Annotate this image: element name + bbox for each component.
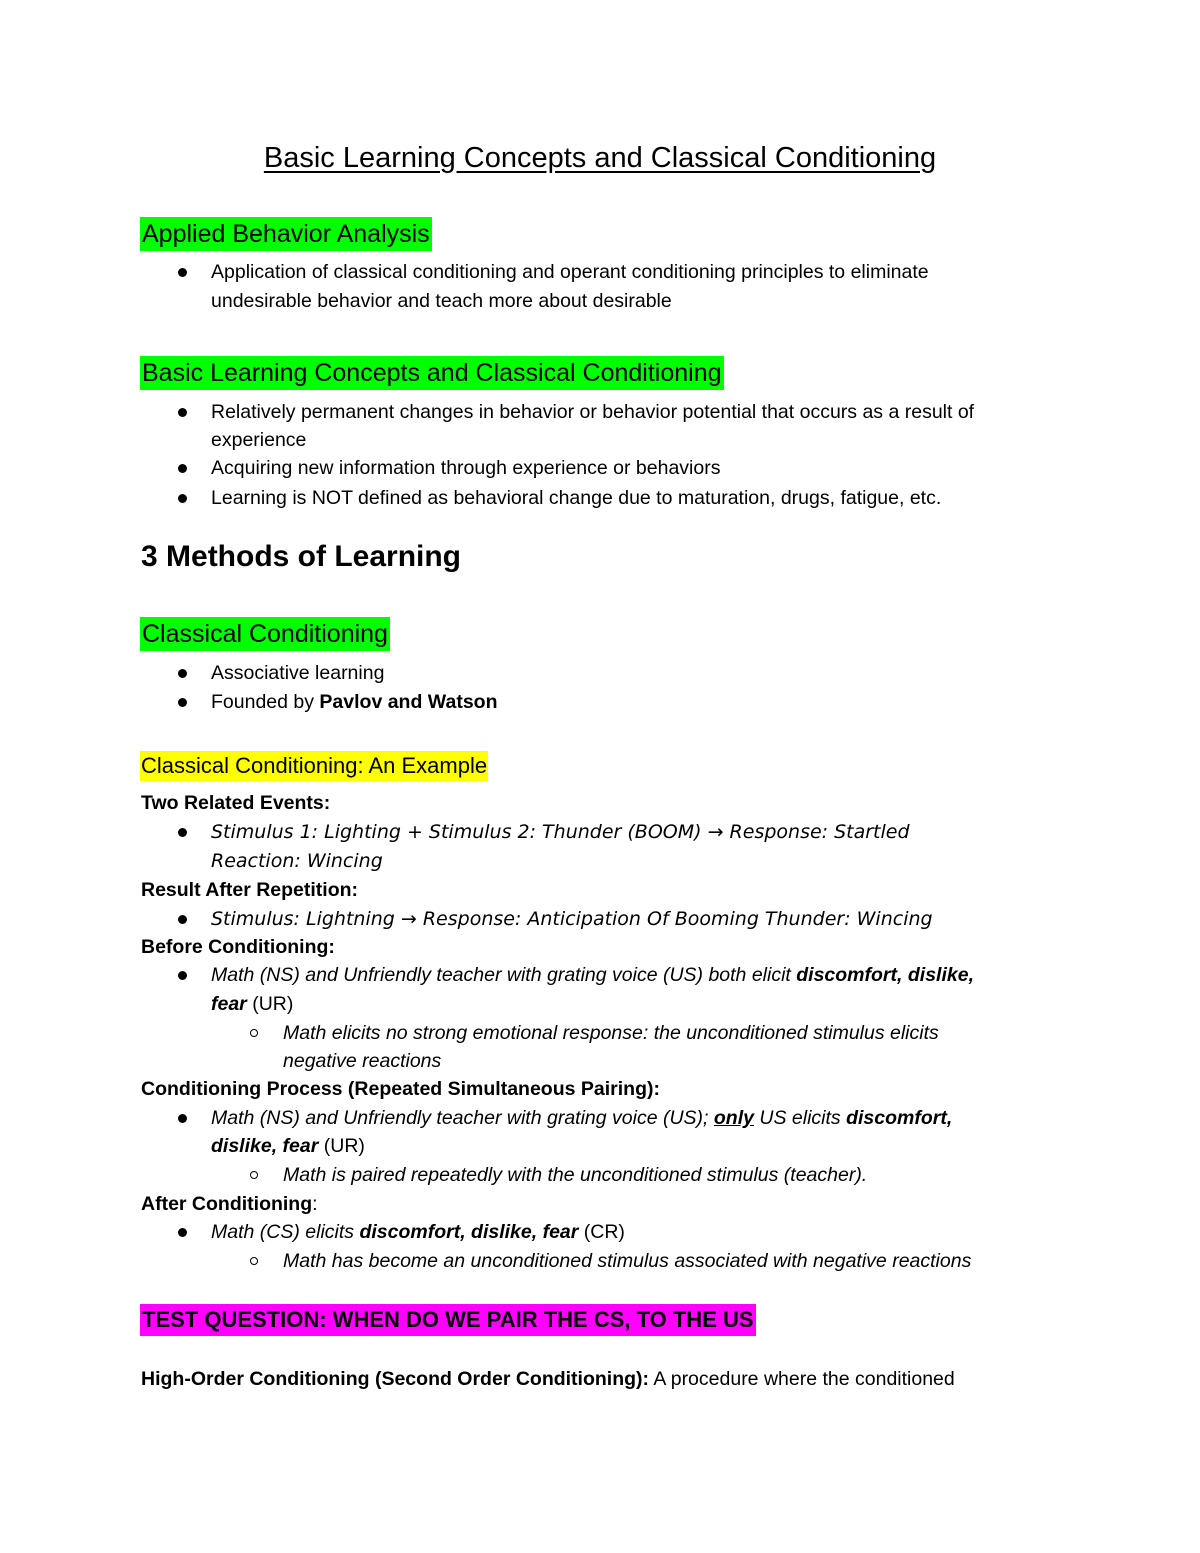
process-bullet-line-2: [211, 1132, 365, 1160]
label-two-related-events: Two Related Events:: [141, 792, 331, 814]
label-result-after-repetition: Result After Repetition:: [141, 879, 359, 901]
bullet-icon: [178, 915, 187, 924]
page-title: Basic Learning Concepts and Classical Conditioning: [263, 142, 937, 174]
process-sub: Math is paired repeatedly with the unconditioned stimulus (teacher).: [283, 1164, 868, 1186]
test-question-heading: TEST QUESTION: WHEN DO WE PAIR THE CS, TO THE US: [140, 1304, 756, 1336]
after-text: Math (CS) elicits: [211, 1221, 360, 1243]
high-order-conditioning-line: [141, 1365, 955, 1393]
process-us-elicits: US elicits: [753, 1107, 847, 1129]
process-only: only: [713, 1107, 754, 1129]
aba-bullet-line-1: Application of classical conditioning and operant conditioning principles to eliminate: [211, 261, 929, 283]
hoc-text: A procedure where the conditioned: [649, 1368, 955, 1390]
before-bullet-line-1: [211, 961, 974, 989]
stimulus-2: Stimulus: Lightning → Response: Anticipation Of Booming Thunder: Wincing: [211, 908, 933, 930]
before-discomfort: discomfort: [796, 964, 898, 986]
label-conditioning-process: Conditioning Process (Repeated Simultaneous Pairing):: [141, 1078, 660, 1100]
heading-basic-learning-concepts: Basic Learning Concepts and Classical Conditioning: [140, 356, 724, 390]
blc-bullet-1-line-1: Relatively permanent changes in behavior or behavior potential that occurs as a result of: [211, 401, 975, 423]
sub-bullet-icon: [250, 1029, 258, 1037]
blc-bullet-1-line-2: experience: [211, 429, 307, 451]
before-comma: ,: [897, 964, 908, 986]
process-fear: fear: [282, 1135, 319, 1157]
bullet-icon: [178, 268, 187, 277]
sub-bullet-icon: [250, 1171, 258, 1179]
heading-classical-conditioning: Classical Conditioning: [140, 617, 390, 651]
bullet-icon: [178, 408, 187, 417]
before-bullet-line-2: [211, 990, 293, 1018]
before-sub-line-1: Math elicits no strong emotional response: the unconditioned stimulus elicits: [283, 1022, 939, 1044]
label-before-conditioning: Before Conditioning:: [141, 936, 335, 958]
before-text: Math (NS) and Unfriendly teacher with grating voice (US) both elicit: [211, 964, 797, 986]
process-ur: (UR): [318, 1135, 365, 1157]
heading-classical-conditioning-example: Classical Conditioning: An Example: [140, 751, 488, 781]
process-discomfort: discomfort: [846, 1107, 947, 1129]
aba-bullet-line-2: undesirable behavior and teach more about desirable: [211, 290, 672, 312]
before-ur: (UR): [246, 993, 294, 1015]
blc-bullet-3: Learning is NOT defined as behavioral change due to maturation, drugs, fatigue, etc.: [211, 487, 942, 509]
before-comma-2: ,: [968, 964, 974, 986]
after-sub: Math has become an unconditioned stimulus associated with negative reactions: [283, 1250, 972, 1272]
stimulus-1-line-2: Reaction: Wincing: [211, 850, 383, 872]
bullet-icon: [178, 971, 187, 980]
after-label: After Conditioning: [141, 1193, 313, 1215]
process-bullet-line-1: [211, 1104, 952, 1132]
hoc-label: High-Order Conditioning (Second Order Conditioning):: [141, 1368, 650, 1390]
process-dislike: dislike: [211, 1135, 272, 1157]
before-sub-line-2: negative reactions: [283, 1050, 442, 1072]
bullet-icon: [178, 464, 187, 473]
bullet-icon: [178, 1228, 187, 1237]
bullet-icon: [178, 494, 187, 503]
cc-bullet-2: [211, 688, 497, 716]
after-emotions: discomfort, dislike, fear: [359, 1221, 579, 1243]
heading-3-methods-of-learning: 3 Methods of Learning: [141, 540, 462, 573]
process-comma: ,: [946, 1107, 953, 1129]
blc-bullet-2: Acquiring new information through experience or behaviors: [211, 457, 721, 479]
process-comma-2: ,: [271, 1135, 283, 1157]
cc-bullet-1: Associative learning: [211, 662, 385, 684]
cc-bullet-2-founders: Pavlov and Watson: [319, 691, 498, 713]
bullet-icon: [178, 828, 187, 837]
process-text: Math (NS) and Unfriendly teacher with grating voice (US);: [211, 1107, 714, 1129]
heading-applied-behavior-analysis: Applied Behavior Analysis: [140, 217, 432, 251]
cc-bullet-2-prefix: Founded by: [211, 691, 320, 713]
label-after-conditioning: [141, 1190, 318, 1218]
before-fear: fear: [211, 993, 247, 1015]
bullet-icon: [178, 669, 187, 678]
after-colon: :: [312, 1193, 318, 1215]
bullet-icon: [178, 1114, 187, 1123]
after-bullet: [211, 1218, 625, 1246]
stimulus-1-line-1: Stimulus 1: Lighting + Stimulus 2: Thunder (BOOM) → Response: Startled: [211, 821, 910, 843]
sub-bullet-icon: [250, 1257, 258, 1265]
before-dislike: dislike: [907, 964, 969, 986]
after-cr: (CR): [578, 1221, 625, 1243]
bullet-icon: [178, 698, 187, 707]
